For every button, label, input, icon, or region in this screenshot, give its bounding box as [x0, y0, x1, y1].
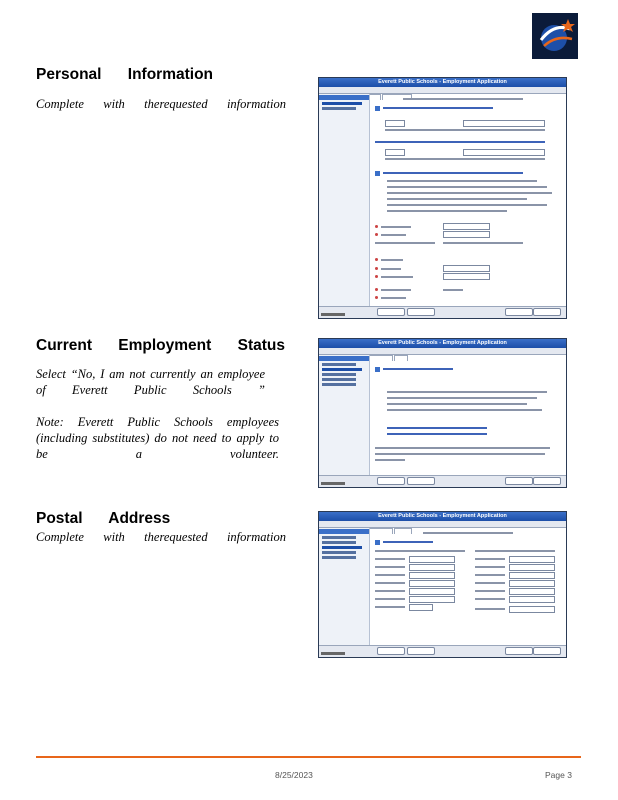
section-text-note: Note: Everett Public Schools employees (including substitutes) do not need to apply to be a volunteer.: [36, 415, 279, 461]
district-logo-icon: [532, 13, 578, 59]
section-heading-postal-address: Postal Address: [36, 510, 171, 527]
section-heading-current-employment-status: Current Employment Status: [36, 337, 285, 354]
section-text-postal-address: Complete with therequested information: [36, 530, 286, 544]
screenshot-title: Everett Public Schools - Employment Application: [319, 78, 566, 87]
footer-divider: [36, 756, 581, 758]
footer-date: 8/25/2023: [275, 770, 313, 780]
section-text-select-option: Select “No, I am not currently an employee of Everett Public Schools ”: [36, 367, 265, 397]
screenshot-postal-address: [318, 511, 567, 658]
footer-page-number: Page 3: [545, 770, 572, 780]
screenshot-current-employment-status: [318, 338, 567, 488]
section-heading-personal-information: Personal Information: [36, 66, 214, 83]
screenshot-personal-information: [318, 77, 567, 319]
screenshot-title: Everett Public Schools - Employment Application: [319, 339, 566, 348]
section-text-personal-information: Complete with therequested information: [36, 97, 286, 111]
screenshot-title: Everett Public Schools - Employment Application: [319, 512, 566, 521]
